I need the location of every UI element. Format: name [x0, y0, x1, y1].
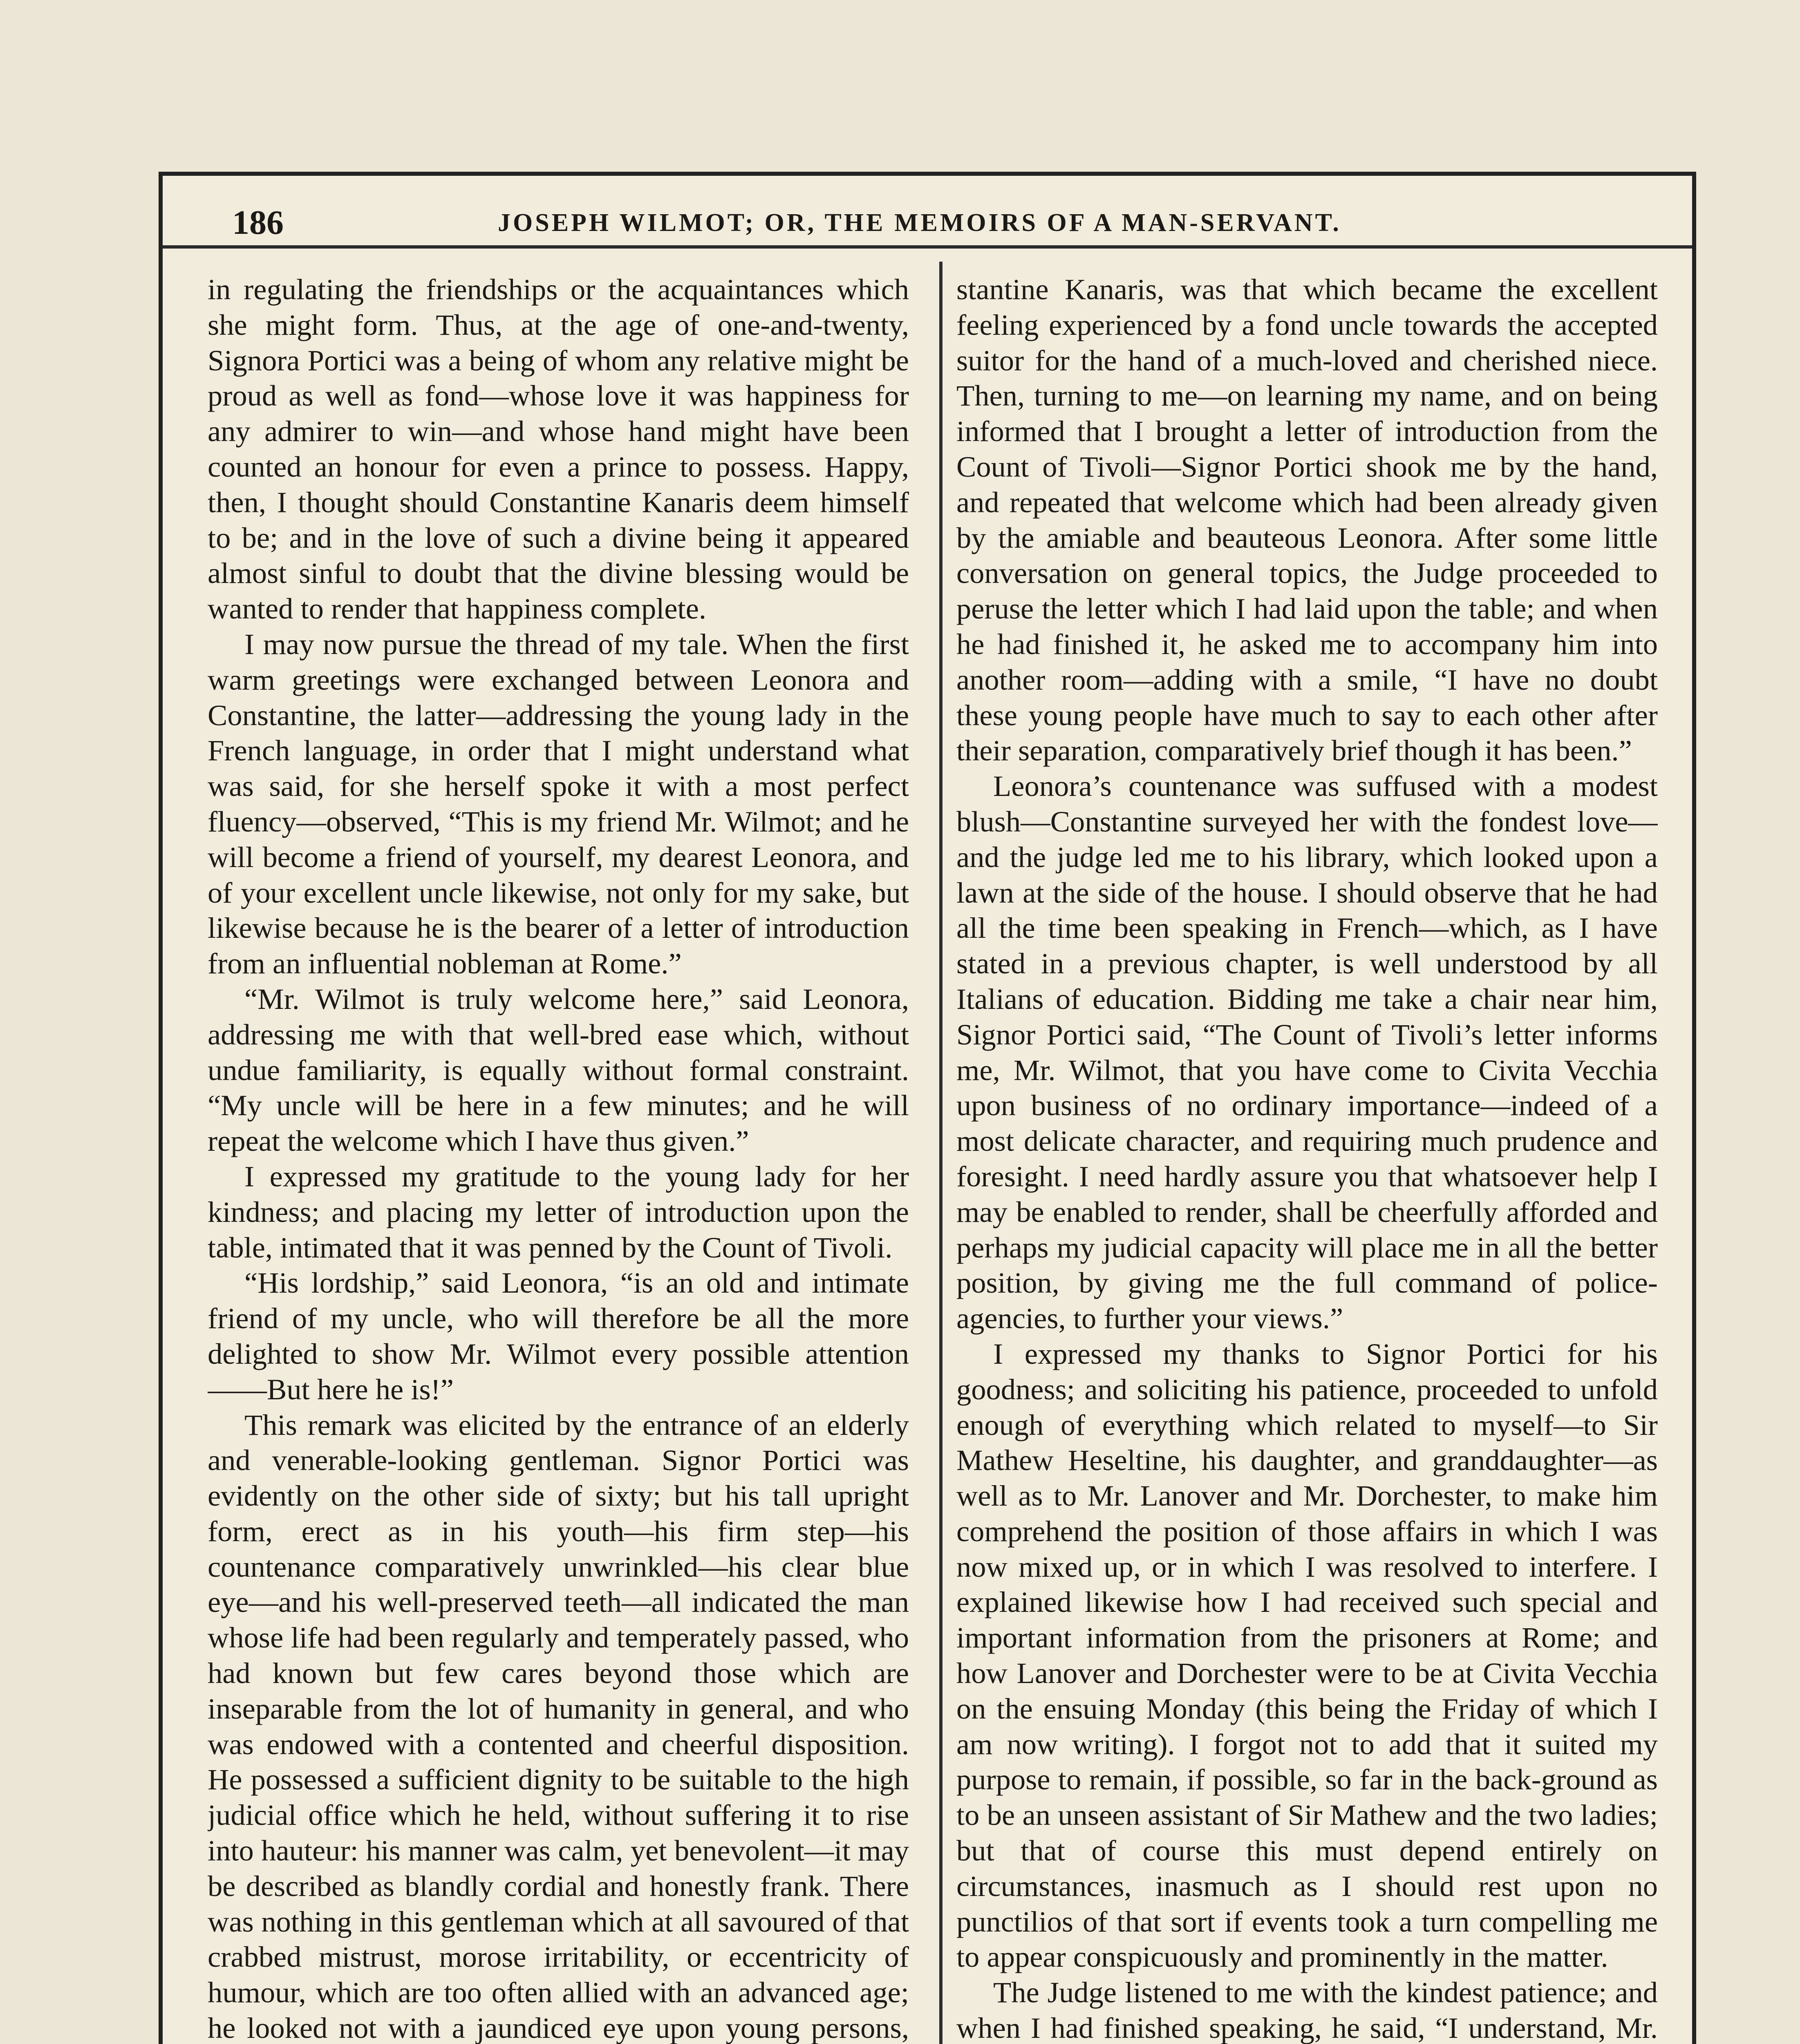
column-divider: [939, 262, 943, 2044]
paragraph: “Mr. Wilmot is truly welcome here,” said Leonora, addressing me with that well-bred ease which, without undue familiarity, is equally without formal constraint. “My uncle will be here in a few minutes; and he will repeat the welcome which I have thus given.”: [208, 982, 909, 1158]
paragraph: I expressed my thanks to Signor Portici for his goodness; and soliciting his patience, proceeded to unfold enough of everything which related to myself—to Sir Mathew Heseltine, his daughter, and granddaughter—as well as to Mr. Lanover and Mr. Dorchester, to make him comprehend the position of those affairs in which I was now mixed up, or in which I was resolved to interfere. I explained likewise how I had received such special and important information from the prisoners at Rome; and how Lanover and Dorchester were to be at Civita Vecchia on the ensuing Monday (this being the Friday of which I am now writing). I forgot not to add that it suited my purpose to remain, if possible, so far in the back-ground as to be an unseen assistant of Sir Mathew and the two ladies; but that of course this must depend entirely on circumstances, inasmuch as I should rest upon no punctilios of that sort if events took a turn compelling me to appear conspicuously and prominently in the matter.: [956, 1337, 1658, 1974]
paragraph: in regulating the friendships or the acquaintances which she might form. Thus, at the age of one-and-twenty, Signora Portici was a being of whom any relative might be proud as well as fond—whose love it was happiness for any admirer to win—and whose hand might have been counted an honour for even a prince to possess. Happy, then, I thought should Constantine Kanaris deem himself to be; and in the love of such a divine being it appeared almost sinful to doubt that the divine blessing would be wanted to render that happiness complete.: [208, 273, 909, 625]
paragraph: “His lordship,” said Leonora, “is an old and intimate friend of my uncle, who will therefore be all the more delighted to show Mr. Wilmot every possible attention——But here he is!”: [208, 1266, 909, 1406]
paragraph: I may now pursue the thread of my tale. When the first warm greetings were exchanged between Leonora and Constantine, the latter—addressing the young lady in the French language, in order that I might understand what was said, for she herself spoke it with a most perfect fluency—observed, “This is my friend Mr. Wilmot; and he will become a friend of yourself, my dearest Leonora, and of your excellent uncle likewise, not only for my sake, but likewise because he is the bearer of a letter of introduction from an influential nobleman at Rome.”: [208, 627, 909, 980]
running-title: JOSEPH WILMOT; OR, THE MEMOIRS OF A MAN-SERVANT.: [498, 209, 1341, 237]
left-column: [208, 272, 909, 2044]
page-frame: [159, 172, 1696, 2044]
right-column: [956, 272, 1658, 2044]
running-head: [163, 200, 1692, 249]
paragraph: I expressed my gratitude to the young lady for her kindness; and placing my letter of introduction upon the table, intimated that it was penned by the Count of Tivoli.: [208, 1159, 909, 1264]
paragraph: The Judge listened to me with the kindest patience; and when I had finished speaking, he said, “I understand, Mr.: [956, 1976, 1658, 2044]
paragraph: Leonora’s countenance was suffused with a modest blush—Constantine surveyed her with the fondest love—and the judge led me to his library, which looked upon a lawn at the side of the house. I should observe that he had all the time been speaking in French—which, as I have stated in a previous chapter, is well understood by all Italians of education. Bidding me take a chair near him, Signor Portici said, “The Count of Tivoli’s letter informs me, Mr. Wilmot, that you have come to Civita Vecchia upon business of no ordinary importance—indeed of a most delicate character, and requiring much prudence and foresight. I need hardly assure you that whatsoever help I may be enabled to render, shall be cheerfully afforded and perhaps my judicial capacity will place me in all the better position, by giving me the full command of police-agencies, to further your views.”: [956, 769, 1658, 1335]
paragraph: stantine Kanaris, was that which became the excellent feeling experienced by a fond uncle towards the accepted suitor for the hand of a much-loved and cherished niece. Then, turning to me—on learning my name, and on being informed that I brought a letter of introduction from the Count of Tivoli—Signor Portici shook me by the hand, and repeated that welcome which had been already given by the amiable and beauteous Leonora. After some little conversation on general topics, the Judge proceeded to peruse the letter which I had laid upon the table; and when he had finished it, he asked me to accompany him into another room—adding with a smile, “I have no doubt these young people have much to say to each other after their separation, comparatively brief though it has been.”: [956, 273, 1658, 767]
page-number: 186: [232, 204, 284, 242]
paragraph: This remark was elicited by the entrance of an elderly and venerable-looking gentleman. Signor Portici was evidently on the other side of sixty; but his tall upright form, erect as in his youth—his firm step—his countenance comparatively unwrinkled—his clear blue eye—and his well-preserved teeth—all indicated the man whose life had been regularly and temperately passed, who had known but few cares beyond those which are inseparable from the lot of humanity in general, and who was endowed with a contented and cheerful disposition. He possessed a sufficient dignity to be suitable to the high judicial office which he held, without suffering it to rise into hauteur: his manner was calm, yet benevolent—it may be described as blandly cordial and honestly frank. There was nothing in this gentleman which at all savoured of that crabbed mistrust, morose irritability, or eccentricity of humour, which are too often allied with an advanced age; he looked not with a jaundiced eye upon young persons,: [208, 1408, 909, 2044]
